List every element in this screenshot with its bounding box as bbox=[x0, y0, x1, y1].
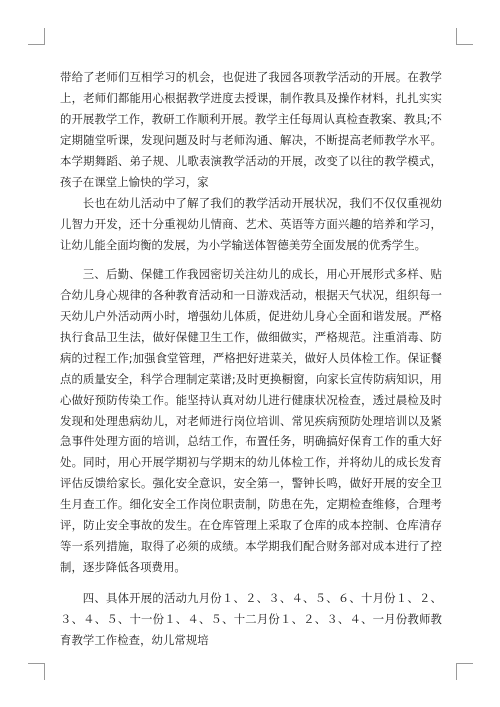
crop-mark-top-left bbox=[28, 28, 45, 45]
crop-mark-top-right bbox=[456, 28, 473, 45]
document-body bbox=[60, 67, 442, 650]
paragraph-logistics-health: 三、后勤、保健工作我园密切关注幼儿的成长，用心开展形式多样、贴合幼儿身心规律的各种教育活动和一日游戏活动，根据天气状况，组织每一天幼儿户外活动两小时，增强幼儿体质，促进幼儿身心全面和谐发展。严格执行食品卫生法，做好保健卫生工作，做细做实，严格规范。注重消毒、防病的过程工作;加强食堂管理，严格把好进菜关，做好人员体检工作。保证餐点的质量安全，科学合理制定菜谱;及时更换橱窗，向家长宣传防病知识，用心做好预防传染工作。能坚持认真对幼儿进行健康状况检查，透过晨检及时发现和处理患病幼儿，对老师进行岗位培训、常见疾病预防处理培训以及紧急事件处理方面的培训，总结工作，布置任务，明确搞好保育工作的重大好处。同时，用心开展学期初与学期末的幼儿体检工作，并将幼儿的成长发育评估反馈给家长。强化安全意识，安全第一，警钟长鸣，做好开展的安全卫生月查工作。细化安全工作岗位职责制，防患在先，定期检查维修，合理考评，防止安全事故的发生。在仓库管理上采取了仓库的成本控制、仓库清存等一系列措施，取得了必须的成绩。本学期我们配合财务部对成本进行了控制，逐步降低各项费用。 bbox=[60, 267, 442, 574]
crop-mark-bottom-right bbox=[456, 663, 473, 680]
paragraph-activities: 四、具体开展的活动九月份１、２、３、４、５、６、十月份１、２、３、４、５、十一份１、４、５、十二月份１、２、３、４、一月份教师教育教学工作检查，幼儿常规培 bbox=[60, 590, 442, 647]
paragraph-teaching: 带给了老师们互相学习的机会，也促进了我园各项教学活动的开展。在教学上，老师们都能用心根据教学进度去授课，制作教具及操作材料，扎扎实实的开展教学工作，教研工作顺利开展。教学主任每周认真检查教案、教具;不定期随堂听课，发现问题及时与老师沟通、解决，不断提高老师教学水平。本学期舞蹈、弟子规、儿歌表演教学活动的开展，改变了以往的教学模式，孩子在课堂上愉快的学习，家 bbox=[60, 70, 442, 189]
paragraph-parents: 长也在幼儿活动中了解了我们的教学活动开展状况，我们不仅仅重视幼儿智力开发，还十分重视幼儿情商、艺术、英语等方面兴趣的培养和学习，让幼儿能全面均衡的发展，为小学输送体智德美劳全面发展的优秀学生。 bbox=[60, 196, 442, 253]
crop-mark-bottom-left bbox=[28, 663, 45, 680]
